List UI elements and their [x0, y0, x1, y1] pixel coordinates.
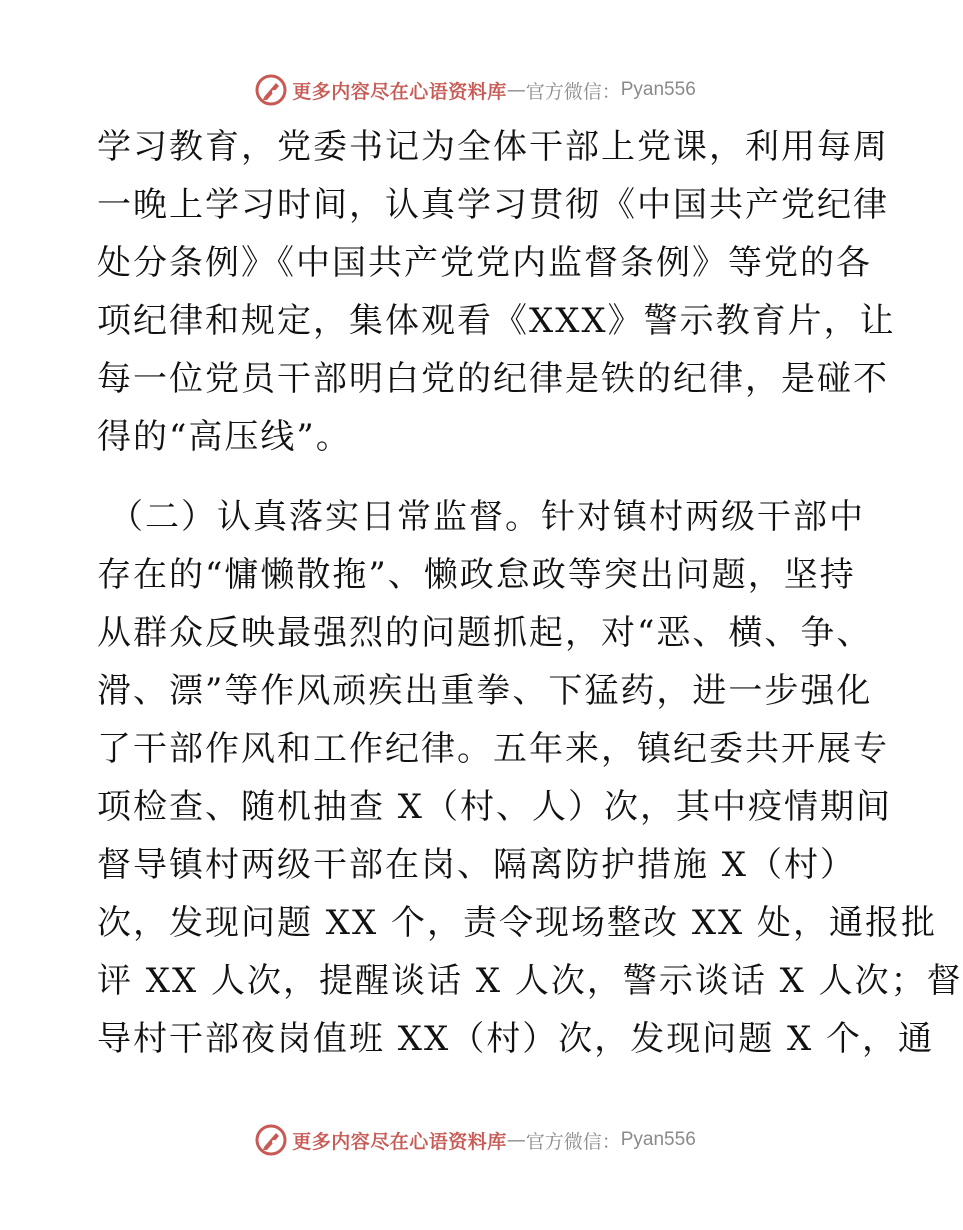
paragraph-line: 存在的“慵懒散拖”、懒政怠政等突出问题，坚持	[97, 555, 856, 595]
paragraph-line: 滑、漂”等作风顽疾出重拳、下猛药，进一步强化	[97, 671, 873, 711]
paragraph-line: 导村干部夜岗值班 XX（村）次，发现问题 X 个，通	[97, 1019, 935, 1059]
paragraph-2	[97, 488, 963, 1068]
paragraph-line: 了干部作风和工作纪律。五年来，镇纪委共开展专	[97, 729, 889, 769]
paragraph-line: 项纪律和规定，集体观看《XXX》警示教育片，让	[97, 301, 896, 341]
paragraph-line: 一晚上学习时间，认真学习贯彻《中国共产党纪律	[97, 185, 889, 225]
banner-separator: —	[506, 1129, 526, 1151]
banner-wechat-id: Pyan556	[620, 1129, 696, 1150]
paragraph-1	[97, 118, 896, 466]
banner-subtitle: 官方微信：	[525, 80, 621, 103]
paragraph-gap	[97, 466, 857, 488]
banner-subtitle: 官方微信：	[525, 1130, 621, 1153]
document-body	[97, 118, 963, 1068]
section-heading-line: （二）认真落实日常监督。针对镇村两级干部中	[109, 497, 865, 537]
header-banner	[0, 72, 950, 108]
paragraph-line: 从群众反映最强烈的问题抓起，对“恶、横、争、	[97, 613, 873, 653]
pen-logo-icon	[254, 73, 288, 107]
banner-title: 更多内容尽在心语资料库	[292, 80, 507, 103]
paragraph-line: 督导镇村两级干部在岗、隔离防护措施 X（村）	[97, 845, 857, 885]
paragraph-line: 处分条例》《中国共产党党内监督条例》等党的各	[97, 243, 872, 283]
paragraph-line: 学习教育，党委书记为全体干部上党课，利用每周	[97, 127, 889, 167]
paragraph-line: 项检查、随机抽查 X（村、人）次，其中疫情期间	[97, 787, 893, 827]
banner-separator: —	[506, 79, 526, 101]
paragraph-line: 得的“高压线”。	[97, 417, 352, 457]
pen-logo-icon	[254, 1123, 288, 1157]
paragraph-line: 评 XX 人次，提醒谈话 X 人次，警示谈话 X 人次；督	[97, 961, 963, 1001]
banner-title: 更多内容尽在心语资料库	[292, 1130, 507, 1153]
footer-banner	[0, 1122, 950, 1158]
paragraph-line: 次，发现问题 XX 个，责令现场整改 XX 处，通报批	[97, 903, 938, 943]
banner-wechat-id: Pyan556	[620, 79, 696, 100]
paragraph-line: 每一位党员干部明白党的纪律是铁的纪律，是碰不	[97, 359, 889, 399]
